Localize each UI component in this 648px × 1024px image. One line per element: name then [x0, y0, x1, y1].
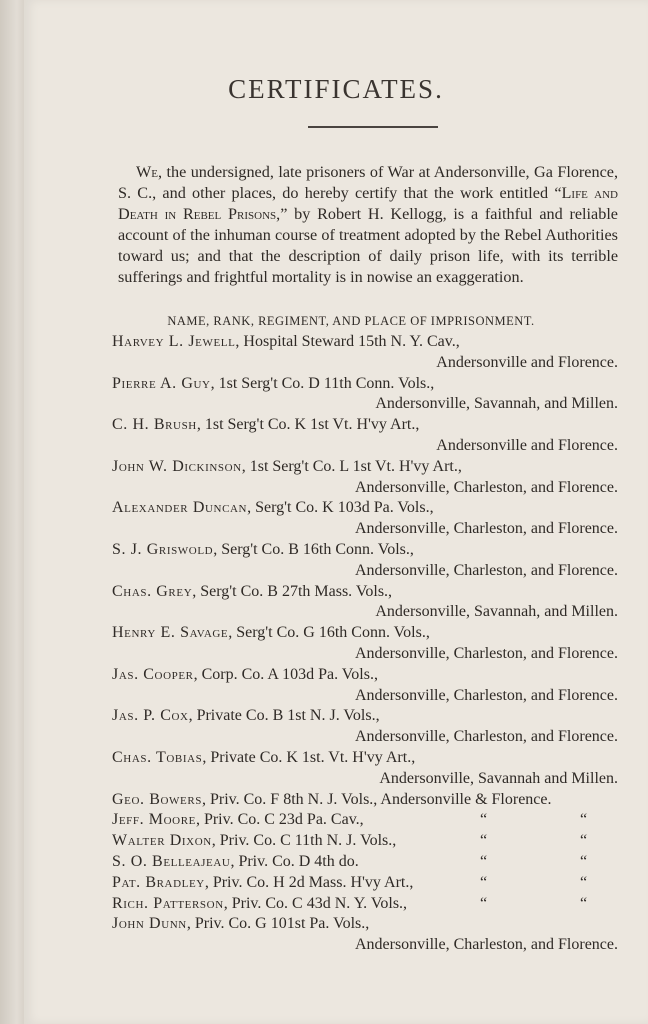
book-spine-shadow: [0, 0, 24, 1024]
entry-places: Andersonville, Charleston, and Florence.: [354, 686, 618, 704]
entry-name: S. O. Belleajeau: [112, 852, 231, 870]
entry-line: [112, 582, 618, 603]
ditto-entry: [112, 852, 618, 873]
entry-line: [112, 415, 618, 436]
title-rule: [308, 126, 438, 128]
entry-places: Andersonville, Savannah and Millen.: [379, 769, 618, 787]
ditto-entry: [112, 831, 618, 852]
entry-name: Jas. P. Cox: [112, 707, 189, 725]
entry-details: , Priv. Co. G 101st Pa. Vols.,: [186, 915, 370, 933]
entry-details: , Corp. Co. A 103d Pa. Vols.,: [193, 665, 378, 683]
entry-details: , 1st Serg't Co. L 1st Vt. H'vy Art.,: [241, 457, 462, 475]
entry-places: Andersonville, Charleston, and Florence.: [354, 561, 618, 579]
entry-details: , Serg't Co. B 27th Mass. Vols.,: [192, 582, 393, 600]
entry-name: John Dunn: [112, 915, 187, 933]
entry-name: Walter Dixon: [112, 832, 212, 850]
entry-details: , Serg't Co. B 16th Conn. Vols.,: [213, 540, 414, 558]
entry-places: Andersonville, Charleston, and Florence.: [354, 644, 618, 662]
entry-line: [112, 498, 618, 519]
entry-places: Andersonville, Savannah, and Millen.: [375, 395, 618, 413]
entry-line: [112, 457, 618, 478]
ditto-mark: “: [580, 852, 588, 870]
entry-places: Andersonville and Florence.: [436, 353, 618, 371]
ditto-entry: [112, 894, 618, 915]
entry-line: [112, 748, 618, 769]
entry-name: Chas. Tobias: [112, 748, 203, 766]
entry-places: Andersonville, Charleston, and Florence.: [354, 520, 618, 538]
entry-name: Chas. Grey: [112, 582, 193, 600]
entry-name: Rich. Patterson: [112, 894, 224, 912]
entry-details: , Serg't Co. G 16th Conn. Vols.,: [228, 624, 430, 642]
entry-details: , 1st Serg't Co. K 1st Vt. H'vy Art.,: [196, 416, 420, 434]
entry-details: , Private Co. B 1st N. J. Vols.,: [188, 707, 380, 725]
entry-name: Geo. Bowers: [112, 790, 202, 808]
book-page: [24, 0, 648, 1024]
ditto-entry: [112, 810, 618, 831]
entry-details: , 1st Serg't Co. D 11th Conn. Vols.,: [210, 374, 435, 392]
entry-line: [112, 914, 618, 935]
entry-line: [112, 374, 618, 395]
ditto-mark: “: [480, 852, 488, 870]
entry-line: [112, 332, 618, 353]
entry-details: , Priv. Co. H 2d Mass. H'vy Art.,: [204, 873, 414, 891]
ditto-mark: “: [580, 832, 588, 850]
entry-name: John W. Dickinson: [112, 457, 242, 475]
entry-name: Harvey L. Jewell: [112, 333, 236, 350]
entry-line: [112, 706, 618, 727]
entry-line: [112, 790, 618, 811]
intro-part1: , the undersigned, late prisoners of War at Andersonville, Ga Florence, S. C., and other places, do hereby certify that the work entitled “: [118, 163, 618, 203]
ditto-mark: “: [580, 811, 588, 829]
signatory-list: [112, 332, 618, 956]
entry-name: Pierre A. Guy: [112, 374, 211, 392]
entry-name: Henry E. Savage: [112, 624, 229, 642]
entry-details: , Priv. Co. C 11th N. J. Vols.,: [211, 832, 397, 850]
certificate-paragraph: [118, 162, 618, 288]
ditto-mark: “: [580, 873, 588, 891]
ditto-mark: “: [480, 832, 488, 850]
entry-details: , Priv. Co. C 43d N. Y. Vols.,: [223, 894, 408, 912]
intro-part2: ,” by Robert H. Kellogg, is a faithful and reliable account of the inhuman course of treatment adopted by the Rebel Authorities toward us; and that the description of daily prison life, with its terrible sufferings and frightful mortality is in nowise an exaggeration.: [118, 205, 618, 287]
ditto-mark: “: [480, 894, 488, 912]
entry-places: Andersonville, Charleston, and Florence.: [354, 728, 618, 746]
entry-name: Alexander Duncan: [112, 499, 248, 517]
entry-name: S. J. Griswold: [112, 540, 214, 558]
entry-details: , Hospital Steward 15th N. Y. Cav.,: [235, 333, 460, 350]
entry-places: Andersonville, Savannah, and Millen.: [375, 603, 618, 621]
entry-details: , Serg't Co. K 103d Pa. Vols.,: [247, 499, 434, 517]
entry-places: Andersonville, Charleston, and Florence.: [354, 936, 618, 954]
entry-name: Jeff. Moore: [112, 811, 196, 829]
entry-name: Pat. Bradley: [112, 873, 205, 891]
entry-name: C. H. Brush: [112, 416, 197, 434]
ditto-mark: “: [480, 811, 488, 829]
page-title: CERTIFICATES.: [228, 74, 444, 104]
ditto-mark: “: [580, 894, 588, 912]
list-heading: NAME, RANK, REGIMENT, AND PLACE OF IMPRISONMENT.: [167, 314, 535, 328]
entry-places: Andersonville and Florence.: [436, 436, 618, 454]
entry-details: , Private Co. K 1st. Vt. H'vy Art.,: [202, 748, 416, 766]
ditto-entry: [112, 873, 618, 894]
entry-places: Andersonville, Charleston, and Florence.: [354, 478, 618, 496]
entry-details: , Priv. Co. C 23d Pa. Cav.,: [195, 811, 364, 829]
entry-details: , Priv. Co. D 4th do.: [230, 852, 359, 870]
intro-lead: We: [136, 163, 158, 182]
entry-line: [112, 623, 618, 644]
entry-line: [112, 665, 618, 686]
book-title: Life and Death in Rebel Prisons: [118, 184, 618, 224]
entry-line: [112, 540, 618, 561]
entry-details: , Priv. Co. F 8th N. J. Vols., Andersonville & Florence.: [202, 790, 552, 808]
ditto-mark: “: [480, 873, 488, 891]
entry-name: Jas. Cooper: [112, 665, 194, 683]
